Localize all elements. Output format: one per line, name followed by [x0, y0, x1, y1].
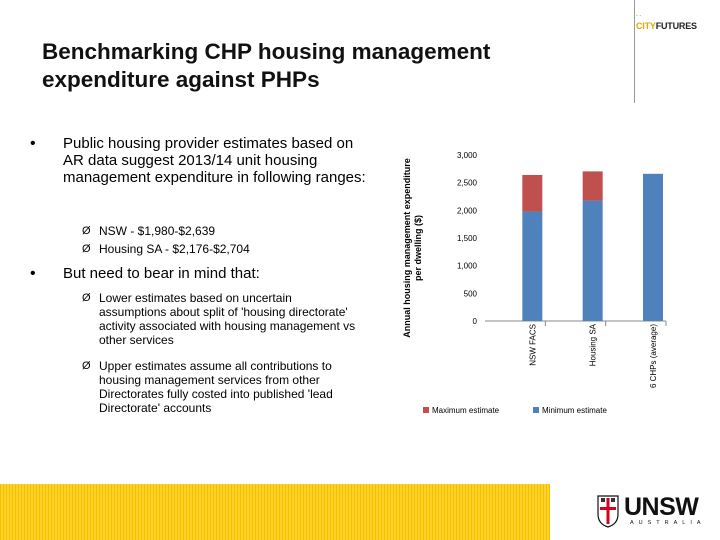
- legend-label: Maximum estimate: [432, 406, 500, 415]
- bullet-text: But need to bear in mind that:: [63, 265, 260, 282]
- bullet-text: Public housing provider estimates based on AR data suggest 2013/14 unit housing management expenditure in following ranges:: [63, 135, 366, 186]
- arrow-icon: Ø: [82, 243, 91, 255]
- bar-min-1: [583, 201, 603, 321]
- arrow-icon: Ø: [82, 292, 91, 304]
- y-tick-label: 3,000: [456, 151, 477, 160]
- expenditure-bar-chart: [396, 130, 676, 430]
- arrow-icon: Ø: [82, 360, 91, 372]
- y-tick-label: 2,000: [456, 206, 477, 216]
- bar-min-0: [522, 211, 542, 321]
- arrow-icon: Ø: [82, 225, 91, 237]
- legend-label: Minimum estimate: [542, 406, 607, 415]
- bullet-icon: •: [30, 135, 36, 152]
- x-tick-label: Housing SA: [588, 324, 598, 367]
- unsw-logo: UNSW: [624, 493, 699, 521]
- city-futures-logo: . . CITYFUTURES: [636, 12, 697, 31]
- y-tick-label: 2,500: [456, 178, 477, 188]
- unsw-logo-sub: AUSTRALIA: [630, 520, 706, 526]
- x-tick-label: NSW FACS: [528, 324, 538, 366]
- y-tick-label: 1,500: [456, 234, 477, 243]
- page-title: Benchmarking CHP housing management expenditure against PHPs: [42, 39, 491, 92]
- y-tick-label: 500: [463, 289, 477, 299]
- legend-swatch: [533, 407, 539, 413]
- unsw-crest-icon: [597, 494, 619, 528]
- x-tick-label: 6 CHPs (average): [649, 324, 658, 389]
- bullet-icon: •: [30, 265, 36, 282]
- y-tick-label: 0: [472, 317, 477, 326]
- y-axis-label: Annual housing management expenditureper dwelling ($): [402, 158, 423, 338]
- bar-min-2: [643, 174, 663, 321]
- bar-max-1: [583, 171, 603, 200]
- bar-max-0: [522, 175, 542, 211]
- legend-swatch: [423, 407, 429, 413]
- y-tick-label: 1,000: [456, 261, 477, 271]
